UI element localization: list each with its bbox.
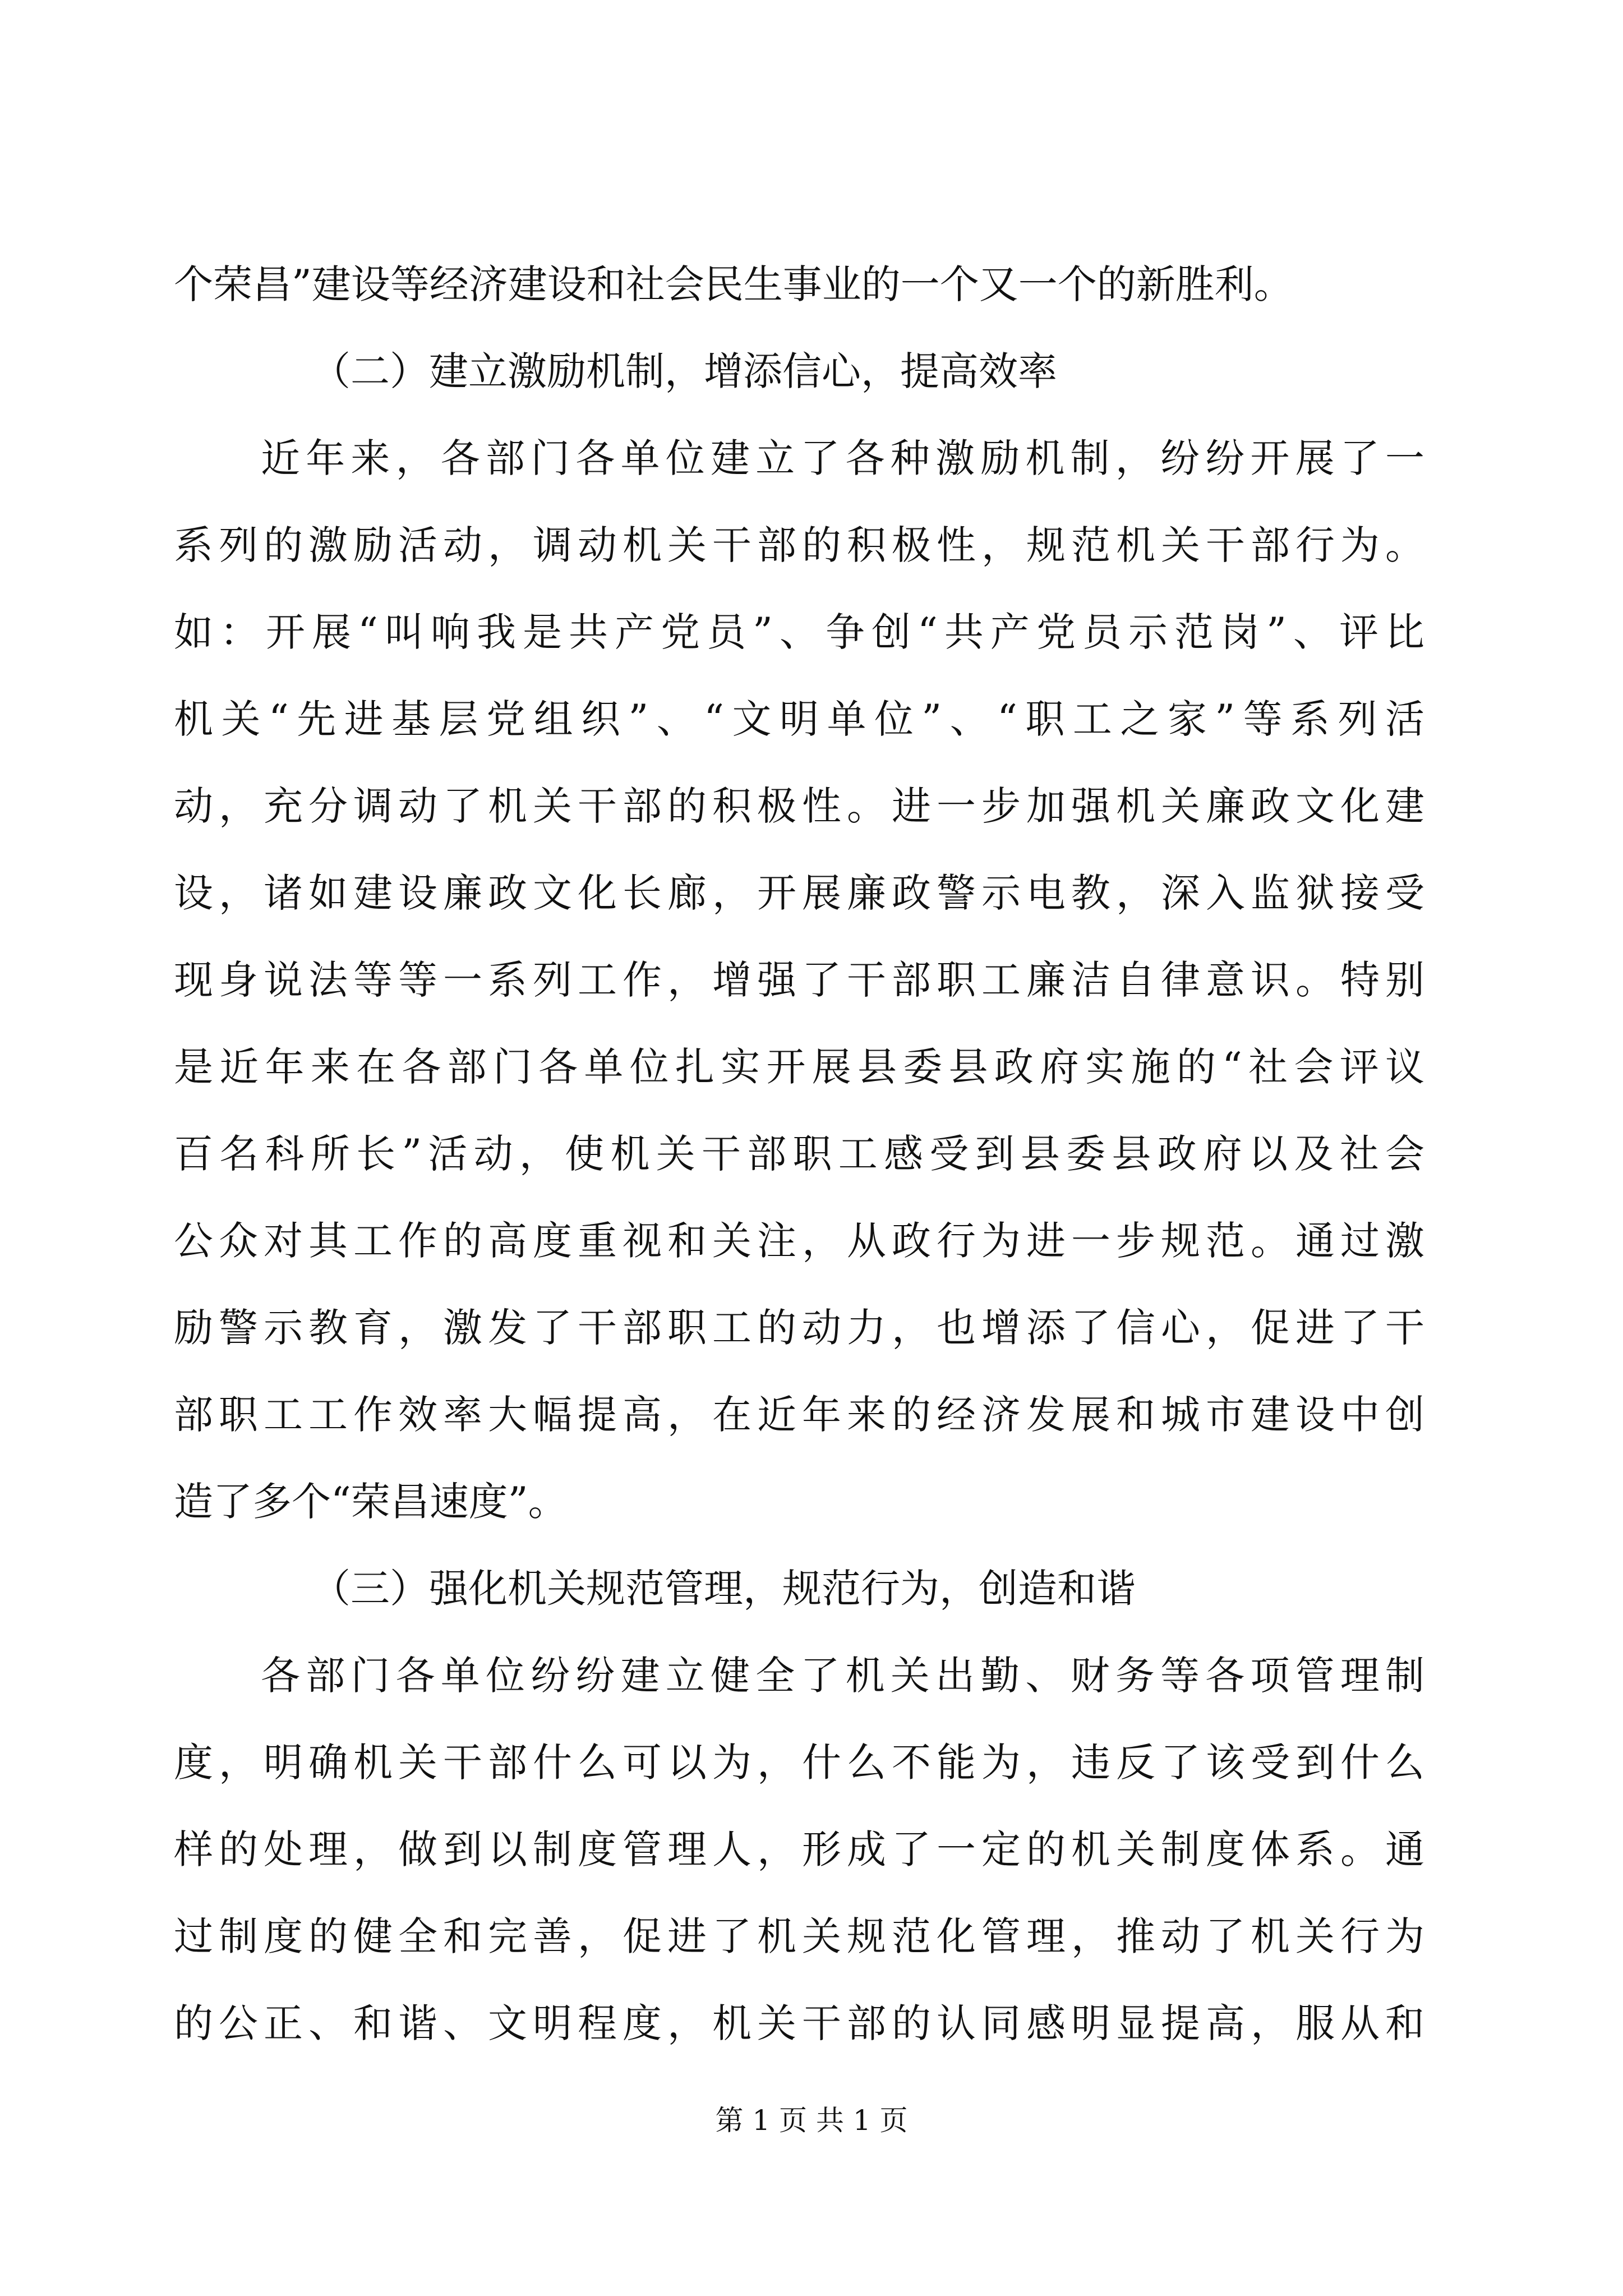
text-line: 如：开展“叫响我是共产党员”、争创“共产党员示范岗”、评比 (174, 609, 1424, 655)
text-line: 造了多个“荣昌速度”。 (174, 1479, 568, 1525)
section-heading: （二）建立激励机制，增添信心，提高效率 (311, 348, 1057, 394)
text-line: 公众对其工作的高度重视和关注，从政行为进一步规范。通过激 (174, 1218, 1424, 1264)
text-line: 部职工工作效率大幅提高，在近年来的经济发展和城市建设中创 (174, 1392, 1424, 1438)
text-line: 的公正、和谐、文明程度，机关干部的认同感明显提高，服从和 (174, 2000, 1424, 2046)
text-line: 机关“先进基层党组织”、“文明单位”、“职工之家”等系列活 (174, 696, 1424, 742)
text-line: 度，明确机关干部什么可以为，什么不能为，违反了该受到什么 (174, 1740, 1424, 1786)
text-line: 励警示教育，激发了干部职工的动力，也增添了信心，促进了干 (174, 1305, 1424, 1351)
text-line: 近年来，各部门各单位建立了各种激励机制，纷纷开展了一 (261, 435, 1424, 481)
text-line: 设，诸如建设廉政文化长廊，开展廉政警示电教，深入监狱接受 (174, 870, 1424, 916)
text-line: 现身说法等等一系列工作，增强了干部职工廉洁自律意识。特别 (174, 957, 1424, 1003)
text-line: 系列的激励活动，调动机关干部的积极性，规范机关干部行为。 (174, 522, 1424, 568)
text-line: 是近年来在各部门各单位扎实开展县委县政府实施的“社会评议 (174, 1044, 1424, 1090)
text-line: 各部门各单位纷纷建立健全了机关出勤、财务等各项管理制 (261, 1653, 1424, 1699)
text-line: 动，充分调动了机关干部的积极性。进一步加强机关廉政文化建 (174, 783, 1424, 829)
text-line: 个荣昌”建设等经济建设和社会民生事业的一个又一个的新胜利。 (174, 261, 1293, 307)
text-line: 过制度的健全和完善，促进了机关规范化管理，推动了机关行为 (174, 1913, 1424, 1959)
page-footer: 第 1 页 共 1 页 (715, 2104, 908, 2137)
document-body (174, 241, 1424, 2067)
text-line: 样的处理，做到以制度管理人，形成了一定的机关制度体系。通 (174, 1826, 1424, 1872)
text-line: 百名科所长”活动，使机关干部职工感受到县委县政府以及社会 (174, 1131, 1424, 1177)
section-heading: （三）强化机关规范管理，规范行为，创造和谐 (311, 1566, 1136, 1612)
